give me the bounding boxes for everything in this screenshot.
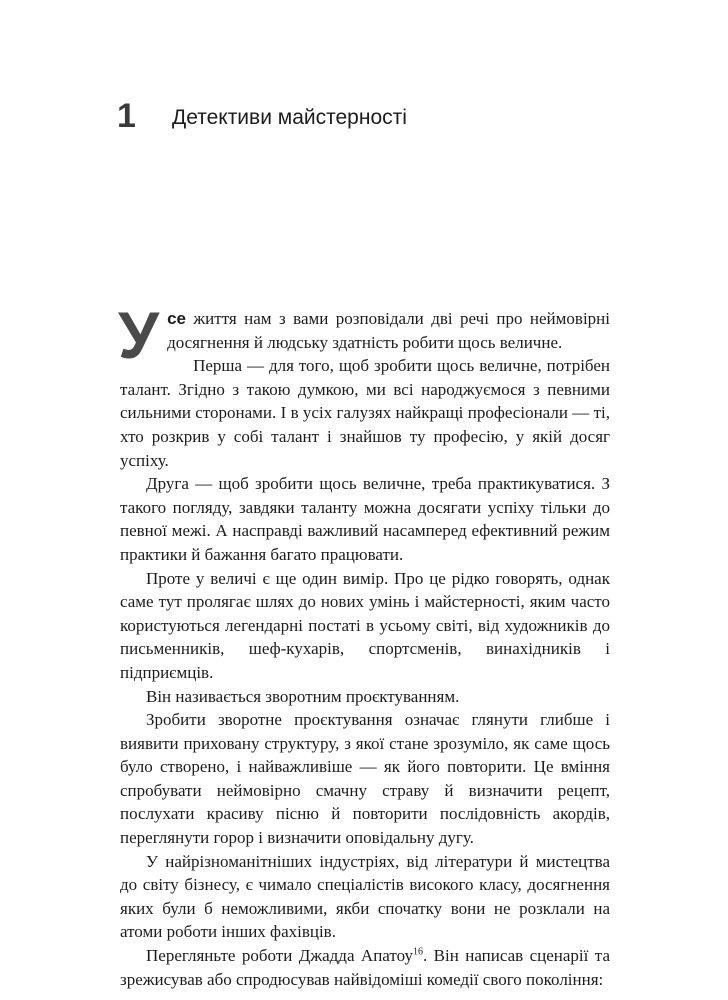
chapter-title: Детективи майстерності xyxy=(172,106,407,129)
drop-cap: У xyxy=(118,298,160,372)
paragraph-3: Друга — щоб зробити щось величне, треба практикуватися. З такого погляду, завдяки таланту можна досягати успіху тільки до певної межі. А насправді важливий насамперед ефективний режим практики й бажання багато працювати. xyxy=(120,474,610,564)
paragraph-6: Зробити зворотне проєктування означає глянути глибше і виявити приховану структуру, з якої стане зрозуміло, як саме щось було створено, і найважливіше — як його повторити. Це вміння спробувати неймовірно смачну страву й визначити рецепт, послухати красиву пісню й повторити послідовність акордів, переглянути горор і визначити оповідальну дугу. xyxy=(120,710,610,848)
paragraph-7: У найрізноманітніших індустріях, від літератури й мистецтва до світу бізнесу, є чимало спеціалістів високого класу, досягнення яких були б неможливими, якби спочатку вони не розклали на атоми роботи інших фахівців. xyxy=(120,851,610,942)
paragraph-2: Перша — для того, щоб зробити щось величне, потрібен талант. Згідно з такою думкою, ми всі народжуємося з певними сильними сторонами. І в усіх галузях найкращі професіонали — ті, хто розкрив у собі талант і знайшов ту професію, у якій досяг успіху. xyxy=(120,356,610,470)
body-text xyxy=(118,298,610,991)
paragraph-text: життя нам з вами розповідали дві речі про неймовірні досягнення й людську здатність робити щось величне. xyxy=(167,309,610,352)
footnote-ref: 16 xyxy=(412,946,423,958)
paragraph-8 xyxy=(120,944,610,991)
paragraph-4: Проте у величі є ще один вимір. Про це рідко говорять, однак саме тут пролягає шлях до нових умінь і майстерності, яким часто користуються легендарні постаті в усьому світі, від художників до письменників, шеф-кухарів, спортсменів, винахідників і підприємців. xyxy=(120,568,610,682)
paragraph-1 xyxy=(118,298,610,372)
paragraph-text-after: . Він написав сценарії та зрежисував або спродюсував найвідоміші комедії свого покоління: xyxy=(120,946,610,989)
lead-word: се xyxy=(167,309,186,328)
chapter-number: 1 xyxy=(117,97,136,135)
paragraph-text: Перегляньте роботи Джадда Апатоу xyxy=(146,946,413,966)
paragraph-5: Він називається зворотним проєктуванням. xyxy=(146,686,460,706)
